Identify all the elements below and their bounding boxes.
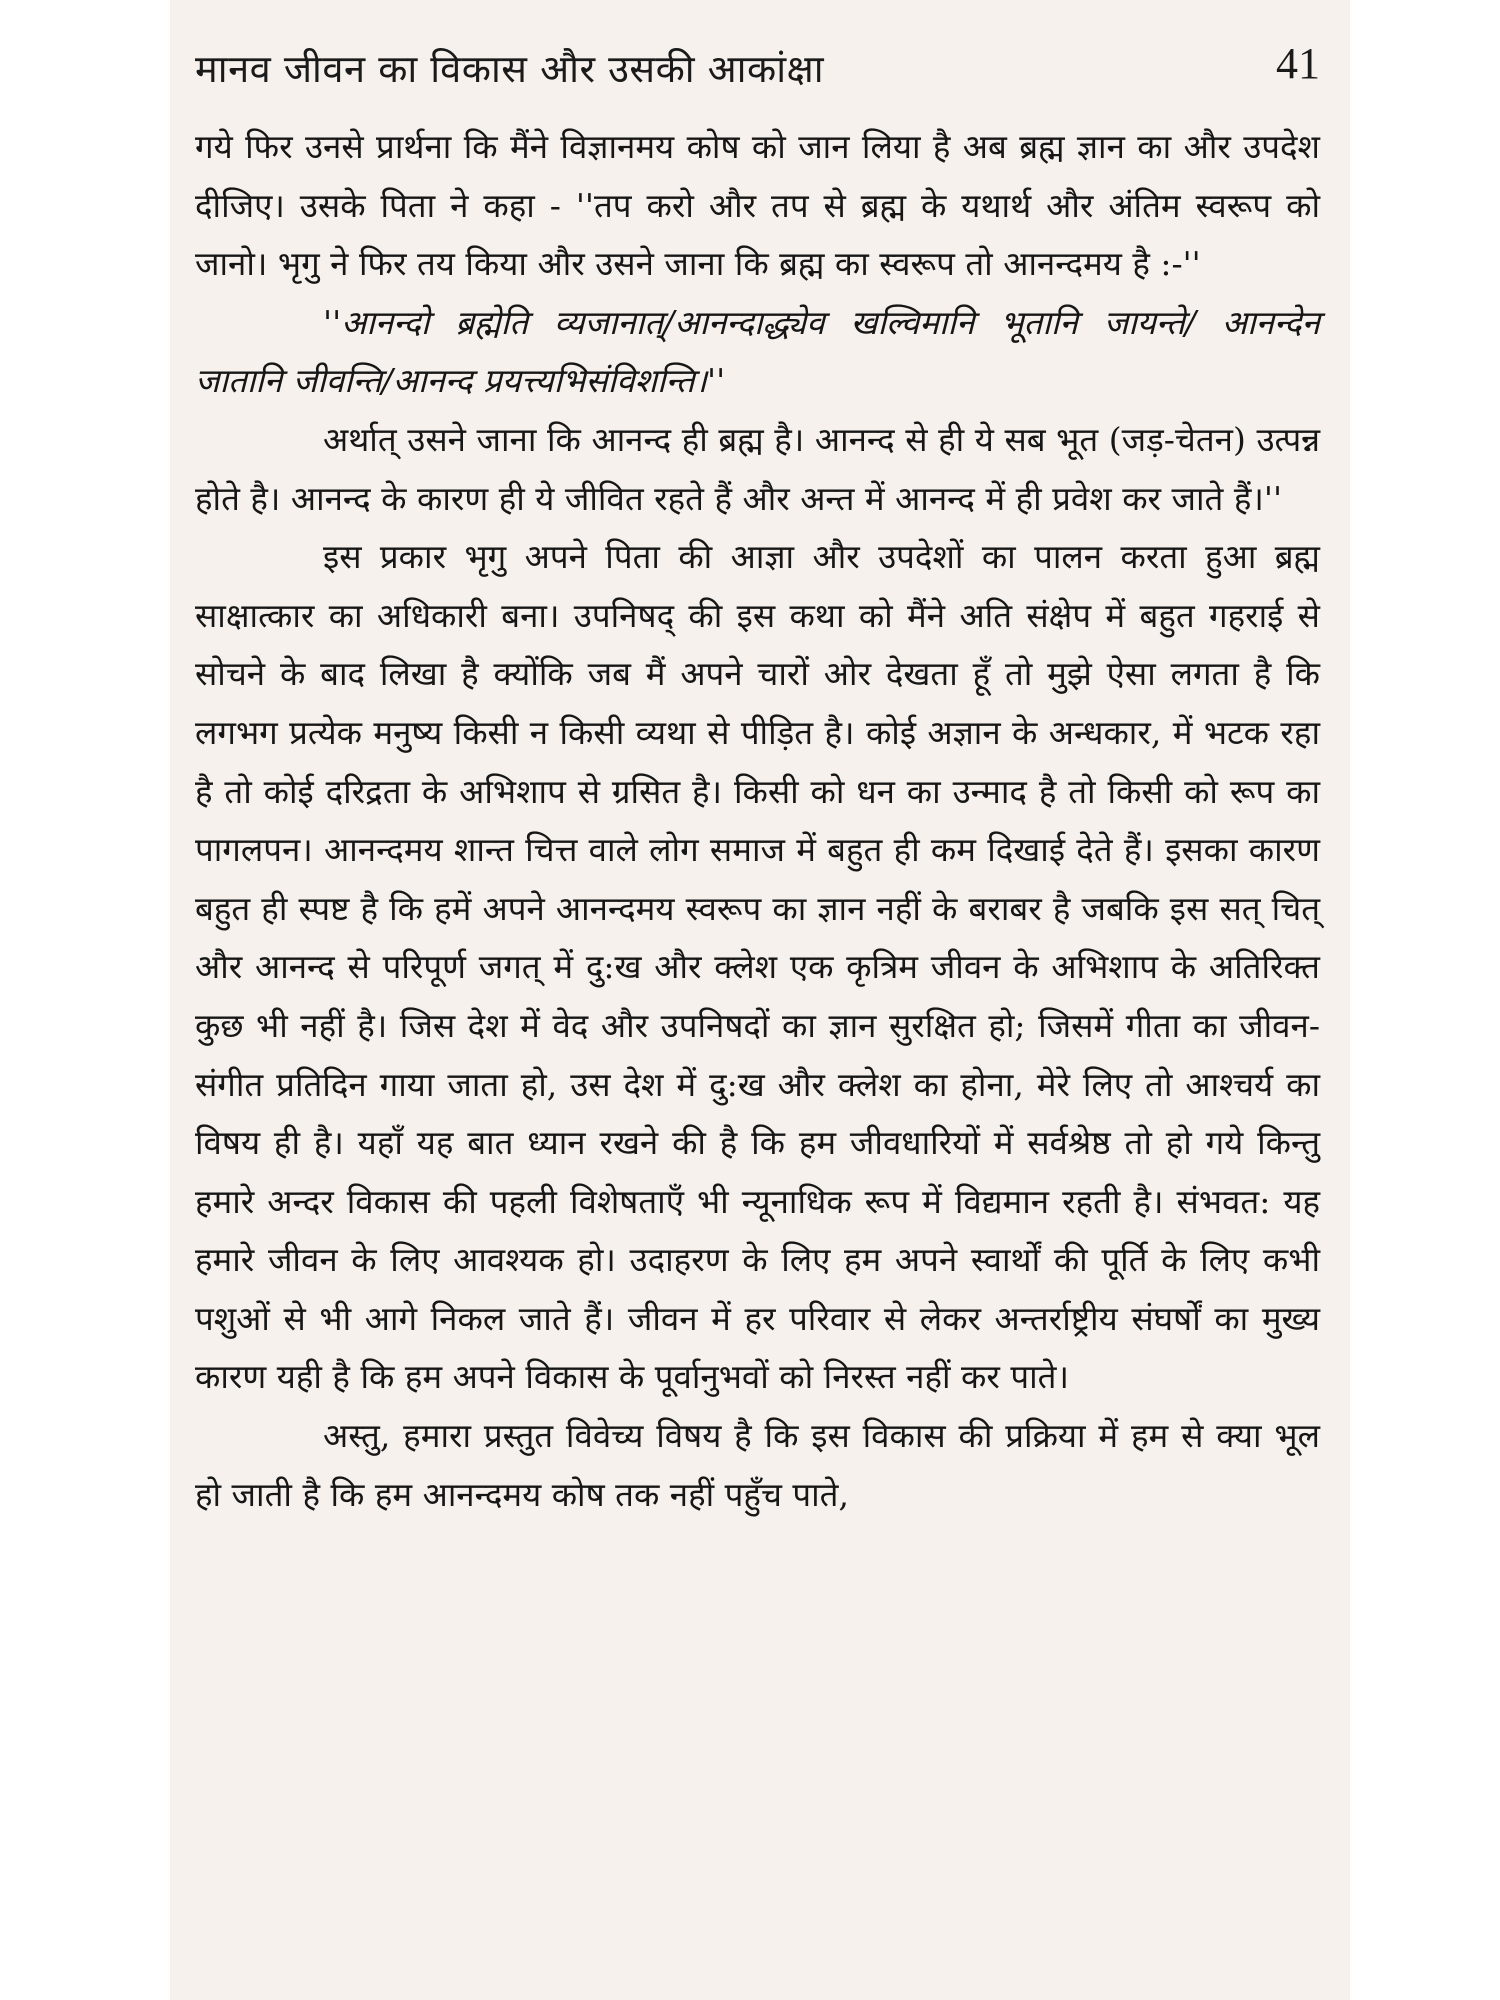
sanskrit-verse: ''आनन्दो ब्रह्मेति व्यजानात्/आनन्दाद्ध्येव खल्विमानि भूतानि जायन्ते/ आनन्देन जातानि जीवन्ति/आनन्द प्रयत्त्यभिसंविशन्ति।'' [195,302,1320,401]
body-text [195,118,1320,1524]
paragraph-2: अर्थात् उसने जाना कि आनन्द ही ब्रह्म है। आनन्द से ही ये सब भूत (जड़-चेतन) उत्पन्न होते है। आनन्द के कारण ही ये जीवित रहते हैं और अन्त में आनन्द में ही प्रवेश कर जाते हैं।'' [195,419,1320,518]
paragraph-4: अस्तु, हमारा प्रस्तुत विवेच्य विषय है कि इस विकास की प्रक्रिया में हम से क्या भूल हो जाती है कि हम आनन्दमय कोष तक नहीं पहुँच पाते, [195,1416,1320,1514]
page-header [195,38,1335,98]
running-title: मानव जीवन का विकास और उसकी आकांक्षा [195,47,825,91]
paragraph-1: गये फिर उनसे प्रार्थना कि मैंने विज्ञानमय कोष को जान लिया है अब ब्रह्म ज्ञान का और उपदेश दीजिए। उसके पिता ने कहा - ''तप करो और तप से ब्रह्म के यथार्थ और अंतिम स्वरूप को जानो। भृगु ने फिर तय किया और उसने जाना कि ब्रह्म का स्वरूप तो आनन्दमय है :-'' [195,127,1320,284]
page-number: 41 [1276,39,1320,88]
book-page [170,0,1350,2000]
paragraph-3: इस प्रकार भृगु अपने पिता की आज्ञा और उपदेशों का पालन करता हुआ ब्रह्म साक्षात्कार का अधिकारी बना। उपनिषद् की इस कथा को मैंने अति संक्षेप में बहुत गहराई से सोचने के बाद लिखा है क्योंकि जब मैं अपने चारों ओर देखता हूँ तो मुझे ऐसा लगता है कि लगभग प्रत्येक मनुष्य किसी न किसी व्यथा से पीड़ित है। कोई अज्ञान के अन्धकार, में भटक रहा है तो कोई दरिद्रता के अभिशाप से ग्रसित है। किसी को धन का उन्माद है तो किसी को रूप का पागलपन। आनन्दमय शान्त चित्त वाले लोग समाज में बहुत ही कम दिखाई देते हैं। इसका कारण बहुत ही स्पष्ट है कि हमें अपने आनन्दमय स्वरूप का ज्ञान नहीं के बराबर है जबकि इस सत् चित् और आनन्द से परिपूर्ण जगत् में दु:ख और क्लेश एक कृत्रिम जीवन के अभिशाप के अतिरिक्त कुछ भी नहीं है। जिस देश में वेद और उपनिषदों का ज्ञान सुरक्षित हो; जिसमें गीता का जीवन-संगीत प्रतिदिन गाया जाता हो, उस देश में दु:ख और क्लेश का होना, मेरे लिए तो आश्चर्य का विषय ही है। यहाँ यह बात ध्यान रखने की है कि हम जीवधारियों में सर्वश्रेष्ठ तो हो गये किन्तु हमारे अन्दर विकास की पहली विशेषताएँ भी न्यूनाधिक रूप में विद्यमान रहती है। संभवत: यह हमारे जीवन के लिए आवश्यक हो। उदाहरण के लिए हम अपने स्वार्थों की पूर्ति के लिए कभी पशुओं से भी आगे निकल जाते हैं। जीवन में हर परिवार से लेकर अन्तर्राष्ट्रीय संघर्षों का मुख्य कारण यही है कि हम अपने विकास के पूर्वानुभवों को निरस्त नहीं कर पाते। [195,537,1321,1397]
